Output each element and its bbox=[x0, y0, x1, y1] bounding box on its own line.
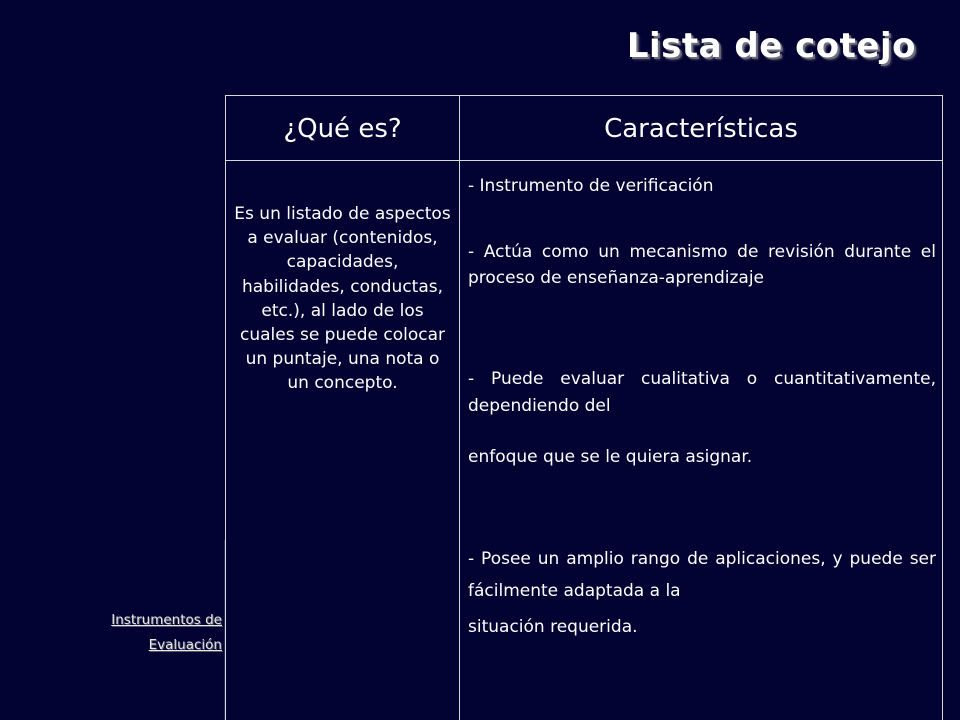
characteristic-item: - Posee un amplio rango de aplicaciones, y puede ser fácilmente adaptada a la bbox=[468, 549, 936, 601]
header-cell-que-es bbox=[225, 95, 459, 161]
header-caracteristicas: Características bbox=[604, 114, 798, 144]
characteristic-item: - Actúa como un mecanismo de revisión durante el proceso de enseñanza-aprendizaje bbox=[468, 242, 936, 288]
comparison-table bbox=[225, 95, 943, 720]
characteristic-item-continued: situación requerida. bbox=[468, 617, 638, 637]
characteristic-item: - Instrumento de verificación bbox=[468, 176, 714, 196]
footer-link-instrumentos[interactable]: Instrumentos de bbox=[111, 612, 222, 628]
footer-link-evaluacion[interactable]: Evaluación bbox=[148, 637, 222, 653]
definition-cell bbox=[225, 161, 459, 720]
characteristic-item-continued: enfoque que se le quiera asignar. bbox=[468, 447, 753, 467]
definition-text: Es un listado de aspectos a evaluar (contenidos, capacidades, habilidades, conductas, etc.), al lado de los cuales se puede colocar un puntaje, una nota o un concepto. bbox=[234, 204, 451, 394]
characteristic-item: - Puede evaluar cualitativa o cuantitativamente, dependiendo del bbox=[468, 369, 936, 416]
header-cell-caracteristicas bbox=[459, 95, 943, 161]
header-que-es: ¿Qué es? bbox=[283, 114, 402, 144]
slide-title: Lista de cotejo bbox=[626, 26, 916, 66]
characteristics-cell bbox=[459, 161, 943, 720]
